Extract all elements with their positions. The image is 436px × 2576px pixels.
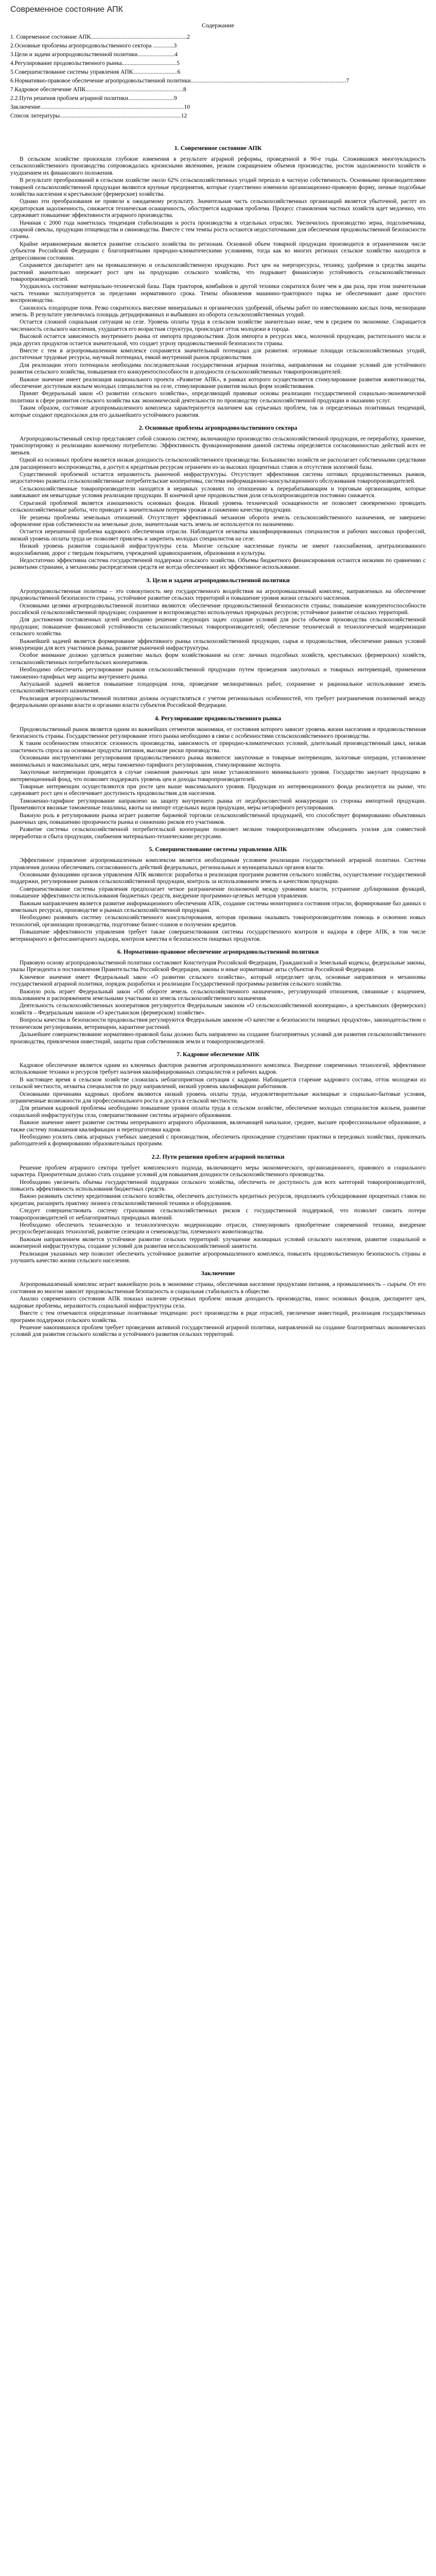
body-paragraph: В сельском хозяйстве произошли глубокие изменения в результате аграрной реформы, проведенной в 90-е годы. Сложившаяся многоукладность сельскохозяйственного производства сопровождалась кризисными явлениями, резким сокращением объемов производства, ростом задолженности хозяйств и ухудшением их финансового положения. — [10, 156, 426, 176]
body-paragraph: Важную роль играет Федеральный закон «Об обороте земель сельскохозяйственного назначения», регулирующий отношения, связанные с владением, пользованием и распоряжением земельными участками из земель сельскохозяйственного назначения. — [10, 988, 426, 1002]
body-paragraph: Важную роль в регулировании рынка играет развитие биржевой торговли сельскохозяйственной продукцией, что способствует формированию объективных рыночных цен, повышению прозрачности рынка и снижению рисков его участников. — [10, 812, 426, 825]
body-paragraph: Низкий уровень развития социальной инфраструктуры села. Многие сельские населенные пункты не имеют газоснабжения, централизованного водоснабжения, дорог с твердым покрытием, учреждений здравоохранения, образования и культуры. — [10, 543, 426, 556]
chapter-section — [10, 577, 426, 709]
body-paragraph: Ключевое значение имеет Федеральный закон «О развитии сельского хозяйства», который определяет цели, основные направления и механизмы государственной аграрной политики, порядок разработки и реализации Государственной программы развития сельского хозяйства. — [10, 974, 426, 988]
body-paragraph: Необходимо обеспечить техническую и технологическую модернизацию отрасли, стимулировать приобретение современной техники, внедрение ресурсосберегающих технологий, развитие селекции и семеноводства, племенного животноводства. — [10, 1222, 426, 1235]
body-paragraph: Анализ современного состояния АПК показал наличие серьезных проблем: низкая доходность производства, износ основных фондов, диспаритет цен, кадровые проблемы, неразвитость социальной инфраструктуры села. — [10, 1296, 426, 1309]
body-paragraph: Закупочные интервенции проводятся в случае снижения рыночных цен ниже установленного минимального уровня. Государство закупает продукцию в интервенционный фонд, что позволяет поддержать уровень цен и доходы товаропроизводителей. — [10, 769, 426, 783]
body-paragraph: Ухудшилось состояние материально-технической базы. Парк тракторов, комбайнов и другой техники сократился более чем в два раза, при этом значительная часть техники эксплуатируется за пределами нормативного срока. Темпы обновления машинно-тракторного парка не обеспечивают даже простого воспроизводства. — [10, 283, 426, 304]
body-paragraph: Продовольственный рынок является одним из важнейших сегментов экономики, от состояния которого зависит уровень жизни населения и продовольственная безопасность страны. Государственное регулирование этого рынка необходимо в связи с особенностями сельскохозяйственного производства. — [10, 726, 426, 740]
body-paragraph: Правовую основу агропродовольственной политики составляют Конституция Российской Федерации, Гражданский и Земельный кодексы, федеральные законы, указы Президента и постановления Правительства Российской Федерации, законы и иные нормативные акты субъектов Российской Федерации. — [10, 960, 426, 973]
body-paragraph: Кадровое обеспечение является одним из ключевых факторов развития агропромышленного комплекса. Внедрение современных технологий, эффективное использование техники и ресурсов требует наличия квалифицированных специалистов и рабочих кадров. — [10, 1062, 426, 1076]
table-of-contents — [10, 22, 426, 120]
toc-item-text: 5.Совершенствование системы управления АПК..............................6 — [10, 69, 181, 75]
body-paragraph: Не решены проблемы земельных отношений. Отсутствует эффективный механизм оборота земель сельскохозяйственного назначения, не завершено оформление прав собственности на земельные доли, значительная часть земель не используется по назначению. — [10, 514, 426, 528]
body-paragraph: Особое внимание должно уделяться развитию малых форм хозяйствования на селе: личных подсобных хозяйств, крестьянских (фермерских) хозяйств, сельскохозяйственных потребительских кооперативов. — [10, 652, 426, 666]
chapter-section — [10, 1050, 426, 1148]
body-paragraph: Товарные интервенции осуществляются при росте цен выше максимального уровня. Продукция из интервенционного фонда реализуется на рынке, что сдерживает рост цен и обеспечивает доступность продовольствия для населения. — [10, 783, 426, 797]
body-paragraph: Эффективное управление агропромышленным комплексом является необходимым условием реализации государственной аграрной политики. Система управления должна обеспечивать согласованность действий федеральных, региональных и муниципальных органов власти. — [10, 857, 426, 871]
body-paragraph: Важным направлением является развитие информационного обеспечения АПК, создание системы мониторинга состояния отрасли, формирование баз данных о земельных ресурсах, производстве и рынках сельскохозяйственной продукции. — [10, 900, 426, 913]
toc-item[interactable] — [10, 33, 426, 41]
body-paragraph: Вместе с тем в агропромышленном комплексе сохраняется значительный потенциал для развития: огромные площади сельскохозяйственных угодий, достаточные трудовые ресурсы, научный потенциал, емкий внутренний рынок продовольствия. — [10, 347, 426, 361]
body-paragraph: Для решения кадровой проблемы необходимо повышение уровня оплаты труда в сельском хозяйстве, обеспечение молодых специалистов жильем, развитие социальной инфраструктуры села, совершенствование системы аграрного образования. — [10, 1105, 426, 1118]
toc-item-text: 4.Регулирование продовольственного рынка.....................................5 — [10, 60, 180, 66]
chapter-section — [10, 144, 426, 419]
chapter-section — [10, 845, 426, 943]
body-paragraph: Основными функциями органов управления АПК являются: разработка и реализация программ развития сельского хозяйства, осуществление государственной поддержки, регулирование рынков сельскохозяйственной продукции, контроль за использованием земель и качеством продукции. — [10, 871, 426, 885]
toc-heading: Содержание — [202, 22, 234, 29]
body-paragraph: Сельскохозяйственные товаропроизводители находятся в неравных условиях по отношению к перерабатывающим и торговым организациям, которые навязывают им невыгодные условия реализации продукции. В конечной цене продовольствия доля сельхозпроизводителя постоянно снижается. — [10, 485, 426, 499]
body-paragraph: Развитие системы сельскохозяйственной потребительской кооперации позволяет мелким товаропроизводителям объединять усилия для совместной переработки и сбыта продукции, снабжения материально-техническими ресурсами. — [10, 826, 426, 840]
body-paragraph: Реализация агропродовольственной политики должна осуществляться с учетом региональных особенностей, что требует разграничения полномочий между федеральными органами власти и органами власти субъектов Российской Федерации. — [10, 695, 426, 709]
body-paragraph: Однако эти преобразования не привели к ожидаемому результату. Значительная часть сельскохозяйственных организаций является убыточной, растет их кредиторская задолженность, снижается техническая оснащенность, обостряется кадровая проблема. Процесс становления частных хозяйств идет медленно, что сдерживает повышение эффективности аграрного производства. — [10, 198, 426, 219]
toc-item[interactable] — [10, 112, 426, 120]
toc-item[interactable] — [10, 86, 426, 93]
body-paragraph: Необходимо увеличить объемы государственной поддержки сельского хозяйства, обеспечить ее доступность для всех категорий товаропроизводителей, повысить эффективность использования бюджетных средств. — [10, 1179, 426, 1192]
body-paragraph: Основными целями агропродовольственной политики являются: обеспечение продовольственной безопасности страны; повышение конкурентоспособности российской сельскохозяйственной продукции; сохранение и воспроизводство используемых природных ресурсов; устойчивое развитие сельских территорий. — [10, 602, 426, 616]
chapter-title: 6. Нормативно-правовое обеспечение агропродовольственной политики — [117, 948, 319, 956]
body-paragraph: В настоящее время в сельском хозяйстве сложилась неблагоприятная ситуация с кадрами. Наблюдается старение кадрового состава, отток молодежи из сельской местности, нехватка специалистов по ряду направлений, низкий уровень квалификации работников. — [10, 1076, 426, 1090]
chapter-section — [10, 948, 426, 1045]
body-paragraph: Снизилось плодородие почв. Резко сократилось внесение минеральных и органических удобрений, объемы работ по известкованию кислых почв, мелиорации земель. В результате увеличилась площадь деградированных и выбывших из оборота сельскохозяйственных угодий. — [10, 304, 426, 318]
body-paragraph: Для реализации этого потенциала необходима последовательная государственная аграрная политика, направленная на создание условий для устойчивого развития сельского хозяйства, повышения его конкурентоспособности и доходности сельскохозяйственных товаропроизводителей. — [10, 362, 426, 376]
toc-item-text: 7.Кадровое обеспечение АПК..................................................................8 — [10, 87, 186, 93]
body-paragraph: Следует совершенствовать систему страхования сельскохозяйственных рисков с государственной поддержкой, что позволит снизить потери товаропроизводителей от неблагоприятных природных явлений. — [10, 1208, 426, 1221]
body-paragraph: Совершенствование системы управления предполагает четкое разграничение полномочий между уровнями власти, устранение дублирования функций, повышение эффективности использования бюджетных средств, внедрение программно-целевых методов управления. — [10, 886, 426, 900]
body-paragraph: Серьезной проблемой является изношенность основных фондов. Низкий уровень технической оснащенности не позволяет своевременно проводить сельскохозяйственные работы, что приводит к значительным потерям урожая и снижению качества продукции. — [10, 500, 426, 514]
toc-item-text: 6.Нормативно-правовое обеспечение агропродовольственной политики.........................................................................................................7 — [10, 78, 350, 84]
body-paragraph: Важнейшей задачей является формирование эффективного рынка сельскохозяйственной продукции, сырья и продовольствия, обеспечение равных условий конкуренции для всех участников рынка, развитие рыночной инфраструктуры. — [10, 638, 426, 651]
toc-item[interactable] — [10, 51, 426, 58]
body-paragraph: Дальнейшее совершенствование нормативно-правовой базы должно быть направлено на создание благоприятных условий для развития сельскохозяйственного производства, привлечения инвестиций, защиты прав собственников земли и товаропроизводителей. — [10, 1031, 426, 1045]
toc-item-text: 2.Основные проблемы агропродовольственного сектора ..............3 — [10, 43, 177, 49]
body-paragraph: Решение накопившихся проблем требует проведения активной государственной аграрной политики, направленной на создание благоприятных экономических условий для развития сельского хозяйства и устойчивого развития сельских территорий. — [10, 1324, 426, 1338]
body-paragraph: Необходимо усилить связь аграрных учебных заведений с производством, обеспечить прохождение студентами практики в передовых хозяйствах, привлекать работодателей к формированию образовательных программ. — [10, 1133, 426, 1147]
chapter-title: 1. Современное состояние АПК — [174, 144, 262, 151]
toc-item[interactable] — [10, 42, 426, 49]
toc-item[interactable] — [10, 60, 426, 67]
body-paragraph: Повышение эффективности управления требует также совершенствования системы государственного контроля и надзора в сфере АПК, в том числе ветеринарного и фитосанитарного надзора, контроля качества и безопасности пищевых продуктов. — [10, 929, 426, 942]
chapter-title: 2. Основные проблемы агропродовольственного сектора — [138, 424, 298, 432]
body-paragraph: Агропродовольственная политика – это совокупность мер государственного воздействия на агропромышленный комплекс, направленных на обеспечение продовольственной безопасности страны, устойчивое развитие сельских территорий и повышение уровня жизни сельского населения. — [10, 588, 426, 602]
chapter-section — [10, 715, 426, 841]
body-paragraph: Вопросы качества и безопасности продовольствия регулируются Федеральным законом «О качестве и безопасности пищевых продуктов», законодательством о техническом регулировании, ветеринарии, карантине растений. — [10, 1017, 426, 1030]
body-paragraph: Актуальной задачей является повышение плодородия почв, проведение мелиоративных работ, сохранение и рациональное использование земель сельскохозяйственного назначения. — [10, 681, 426, 694]
body-paragraph: Реализация указанных мер позволит обеспечить устойчивое развитие агропромышленного комплекса, повысить продовольственную безопасность страны и улучшить качество жизни сельского населения. — [10, 1250, 426, 1264]
toc-item-text: 2.2.Пути решения проблем аграрной политики...............................9 — [10, 95, 177, 101]
chapter-section — [10, 1269, 426, 1338]
toc-list — [10, 33, 426, 120]
body-paragraph: Важно развивать систему кредитования сельского хозяйства, обеспечить доступность кредитных ресурсов, продолжить субсидирование процентных ставок по кредитам, расширить практику лизинга сельскохозяйственной техники и оборудования. — [10, 1193, 426, 1207]
body-paragraph: Сохраняется диспаритет цен на промышленную и сельскохозяйственную продукцию. Рост цен на энергоресурсы, технику, удобрения и средства защиты растений значительно опережает рост цен на продукцию сельского хозяйства, что подрывает финансовую устойчивость сельскохозяйственных товаропроизводителей. — [10, 262, 426, 282]
body-paragraph: Необходимо развивать систему сельскохозяйственного консультирования, которая призвана оказывать товаропроизводителям помощь в освоении новых технологий, организации производства, подготовке бизнес-планов и получении кредитов. — [10, 914, 426, 928]
chapter-section — [10, 1153, 426, 1265]
body-paragraph: Остается нерешенной проблема кадрового обеспечения отрасли. Наблюдается нехватка квалифицированных специалистов и рабочих массовых профессий, низкий уровень оплаты труда не позволяет привлечь и закрепить молодых специалистов на селе. — [10, 529, 426, 542]
body-paragraph: Агропродовольственный сектор представляет собой сложную систему, включающую производство сельскохозяйственной продукции, ее переработку, хранение, транспортировку и реализацию конечному потребителю. Эффективность функционирования данной системы определяется согласованностью действий всех ее звеньев. — [10, 436, 426, 456]
document-body — [10, 144, 426, 1338]
body-paragraph: К таким особенностям относятся: сезонность производства, зависимость от природно-климатических условий, длительный производственный цикл, низкая эластичность спроса на основные продукты питания, высокие риски производства. — [10, 740, 426, 754]
body-paragraph: Вместе с тем отмечаются определенные позитивные тенденции: рост производства в ряде отраслей, увеличение инвестиций, реализация государственных программ поддержки сельского хозяйства. — [10, 1310, 426, 1324]
body-paragraph: Важное значение имеет реализация национального проекта «Развитие АПК», в рамках которого осуществляется стимулирование развития животноводства, обеспечение доступным жильем молодых специалистов на селе, стимулирование развития малых форм хозяйствования. — [10, 376, 426, 389]
body-paragraph: Принят Федеральный закон «О развитии сельского хозяйства», определяющий правовые основы реализации государственной социально-экономической политики в сфере развития сельского хозяйства как экономической деятельности по производству сельскохозяйственной продукции и оказанию услуг. — [10, 391, 426, 404]
toc-item[interactable] — [10, 95, 426, 102]
chapter-title: 3. Цели и задачи агропродовольственной политики — [146, 576, 290, 584]
chapter-section — [10, 424, 426, 571]
toc-item[interactable] — [10, 69, 426, 76]
toc-item-text: Заключение.................................................................................................10 — [10, 104, 190, 110]
body-paragraph: Деятельность сельскохозяйственных кооперативов регулируется Федеральным законом «О сельскохозяйственной кооперации», а крестьянских (фермерских) хозяйств – Федеральным законом «О крестьянском (фермерском) хозяйстве». — [10, 1003, 426, 1016]
body-paragraph: Решение проблем аграрного сектора требует комплексного подхода, включающего меры экономического, организационного, правового и социального характера. Приоритетным должно стать создание условий для повышения доходности сельскохозяйственного производства. — [10, 1164, 426, 1178]
toc-item-text: 3.Цели и задачи агропродовольственной политики.........................4 — [10, 52, 178, 58]
body-paragraph: Одной из основных проблем является низкая доходность сельскохозяйственного производства. Большинство хозяйств не располагает собственными средствами для расширенного воспроизводства, а доступ к кредитным ресурсам ограничен из-за высоких процентных ставок и отсутствия залоговой базы. — [10, 457, 426, 470]
toc-item[interactable] — [10, 77, 426, 84]
body-paragraph: Высокой остается зависимость внутреннего рынка от импорта продовольствия. Доля импорта в ресурсах мяса, молочной продукции, растительного масла и ряда других продуктов остается значительной, что создает угрозу продовольственной безопасности страны. — [10, 333, 426, 347]
body-paragraph: Важное значение имеет развитие системы непрерывного аграрного образования, включающей начальное, среднее, высшее профессиональное образование, а также систему повышения квалификации и переподготовки кадров. — [10, 1120, 426, 1133]
body-paragraph: Начиная с 2000 года наметилась тенденция стабилизации и роста производства в отдельных отраслях. Увеличилось производство зерна, подсолнечника, сахарной свеклы, продукции птицеводства и свиноводства. Вместе с тем темпы роста остаются недостаточными для обеспечения продовольственной безопасности страны. — [10, 219, 426, 240]
toc-item[interactable] — [10, 104, 426, 111]
chapter-title: 7. Кадровое обеспечение АПК — [177, 1050, 259, 1058]
body-paragraph: В результате преобразований в сельском хозяйстве около 62% сельскохозяйственных угодий перешло в частную собственность. Основными производителями товарной сельскохозяйственной продукции являются крупные предприятия, которые существенно изменили организационно-правовую форму, личные подсобные хозяйства населения и крестьянские (фермерские) хозяйства. — [10, 177, 426, 198]
chapter-title: 4. Регулирование продовольственного рынка — [154, 714, 282, 722]
body-paragraph: Основными инструментами регулирования продовольственного рынка являются: закупочные и товарные интервенции, залоговые операции, установление минимальных и максимальных цен, меры таможенно-тарифного регулирования, стимулирование экспорта. — [10, 755, 426, 768]
document-title: Современное состояние АПК — [10, 5, 123, 14]
body-paragraph: Агропромышленный комплекс играет важнейшую роль в экономике страны, обеспечивая население продуктами питания, а промышленность – сырьем. От его состояния во многом зависит продовольственная безопасность и социальная стабильность в обществе. — [10, 1281, 426, 1295]
body-paragraph: Таким образом, состояние агропромышленного комплекса характеризуется наличием как серьезных проблем, так и определенных позитивных тенденций, которые создают предпосылки для его дальнейшего устойчивого развития. — [10, 405, 426, 418]
chapter-title: 2.2. Пути решения проблем аграрной политики — [151, 1153, 285, 1160]
chapter-title: 5. Совершенствование системы управления АПК — [149, 845, 287, 853]
toc-item-text: Список литературы..................................................................................12 — [10, 113, 187, 119]
body-paragraph: Важным направлением является устойчивое развитие сельских территорий: улучшение жилищных условий сельского населения, развитие социальной и инженерной инфраструктуры, создание условий для развития несельскохозяйственной занятости. — [10, 1236, 426, 1250]
body-paragraph: Таможенно-тарифное регулирование направлено на защиту внутреннего рынка от недобросовестной конкуренции со стороны импортной продукции. Применяются ввозные таможенные пошлины, квоты на импорт отдельных видов продукции, меры нетарифного регулирования. — [10, 798, 426, 811]
body-paragraph: Основными причинами кадровых проблем являются низкий уровень оплаты труда, неудовлетворительные жилищные и социально-бытовые условия, ограниченные возможности для профессионального роста и досуга в сельской местности. — [10, 1091, 426, 1104]
body-paragraph: Крайне неравномерным является развитие сельского хозяйства по регионам. Основной объем товарной продукции производится в ограниченном числе субъектов Российской Федерации с благоприятными природно-климатическими условиями, тогда как во многих регионах сельское хозяйство находится в депрессивном состоянии. — [10, 241, 426, 261]
toc-item-text: 1. Современное состояние АПК.................................................................2 — [10, 34, 190, 40]
body-paragraph: Для достижения поставленных целей необходимо решение следующих задач: создание условий для роста объемов производства сельскохозяйственной продукции; повышение финансовой устойчивости сельскохозяйственных товаропроизводителей; обеспечение технической и технологической модернизации сельского хозяйства. — [10, 617, 426, 637]
body-paragraph: Существенной проблемой остается неразвитость рыночной инфраструктуры. Отсутствует эффективная система оптовых продовольственных рынков, недостаточно развиты сельскохозяйственные потребительские кооперативы, система информационно-консультационного обслуживания товаропроизводителей. — [10, 471, 426, 485]
body-paragraph: Недостаточно эффективна система государственной поддержки сельского хозяйства. Объемы бюджетного финансирования остаются низкими по сравнению с развитыми странами, а механизмы распределения средств не всегда обеспечивают их эффективное использование. — [10, 557, 426, 571]
body-paragraph: Необходимо обеспечить регулирование рынков сельскохозяйственной продукции путем проведения закупочных и товарных интервенций, применения таможенно-тарифных мер защиты внутреннего рынка. — [10, 667, 426, 680]
chapter-title: Заключение — [201, 1269, 235, 1277]
body-paragraph: Остается сложной социальная ситуация на селе. Уровень оплаты труда в сельском хозяйстве значительно ниже, чем в среднем по экономике. Сокращается численность сельского населения, ухудшается его возрастная структура, происходит отток молодежи в города. — [10, 319, 426, 332]
